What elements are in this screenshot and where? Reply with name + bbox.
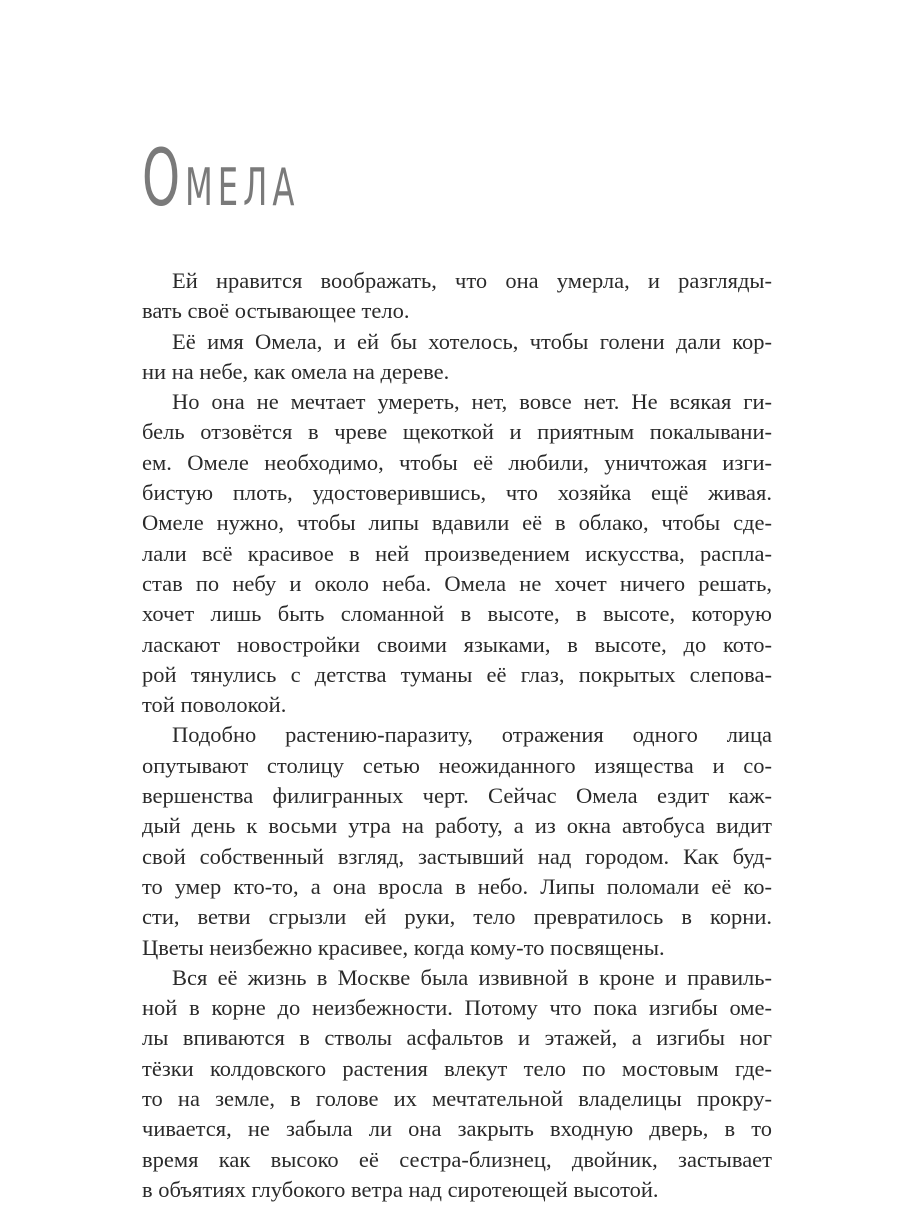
text-line: той поволокой. [142,692,287,718]
text-line: Ей нравится воображать, что она умерла, и разгляды- [172,268,772,293]
text-line: вершенства филигранных черт. Сейчас Омела ездит каж- [142,783,772,809]
text-line: ласкают новостройки своими языками, в высоте, до кото- [142,631,772,657]
paragraph [142,327,772,388]
text-line: дый день к восьми утра на работу, а из окна автобуса видит [142,813,772,839]
text-line: Омеле нужно, чтобы липы вдавили её в облако, чтобы сде- [142,510,772,536]
chapter-title-initial: О [142,134,186,224]
text-line: сти, ветви сгрызли ей руки, тело превратилось в корни. [142,904,772,930]
text-line: вать своё остывающее тело. [142,298,410,324]
text-line: ем. Омеле необходимо, чтобы её любили, уничтожая изги- [142,449,772,475]
text-line: ни на небе, как омела на дереве. [142,358,450,384]
text-line: Вся её жизнь в Москве была извивной в кроне и правиль- [172,964,772,990]
text-line: Цветы неизбежно красивее, когда кому-то посвящены. [142,934,665,960]
text-line: Подобно растению-паразиту, отражения одного лица [172,722,772,748]
text-line: время как высоко её сестра-близнец, двойник, застывает [142,1146,772,1172]
chapter-body [142,266,772,1205]
text-line: то умер кто-то, а она вросла в небо. Липы поломали её ко- [142,873,772,899]
chapter-title-rest: МЕЛА [185,158,300,218]
text-line: чивается, не забыла ли она закрыть входную дверь, в то [142,1116,772,1142]
text-line: бель отзовётся в чреве щекоткой и приятным покалывани- [142,419,772,445]
paragraph [142,266,772,327]
text-line: Но она не мечтает умереть, нет, вовсе нет. Не всякая ги- [172,389,772,415]
text-line: тёзки колдовского растения влекут тело по мостовым где- [142,1055,772,1081]
text-line: бистую плоть, удостоверившись, что хозяйка ещё живая. [142,480,772,506]
text-line: хочет лишь быть сломанной в высоте, в высоте, которую [142,601,772,627]
text-line: лали всё красивое в ней произведением искусства, распла- [142,540,772,566]
chapter-title [142,134,300,227]
text-line: в объятиях глубокого ветра над сиротеющей высотой. [142,1176,659,1202]
text-line: Её имя Омела, и ей бы хотелось, чтобы голени дали кор- [172,328,772,354]
text-line: став по небу и около неба. Омела не хочет ничего решать, [142,570,772,596]
text-line: свой собственный взгляд, застывший над городом. Как буд- [142,843,772,869]
paragraph [142,720,772,962]
text-line: лы впиваются в стволы асфальтов и этажей, а изгибы ног [142,1025,772,1051]
text-line: рой тянулись с детства туманы её глаз, покрытых слепова- [142,661,772,687]
text-line: ной в корне до неизбежности. Потому что пока изгибы оме- [142,995,772,1021]
paragraph [142,387,772,720]
paragraph [142,963,772,1205]
text-line: то на земле, в голове их мечтательной владелицы прокру- [142,1086,772,1112]
text-line: опутывают столицу сетью неожиданного изящества и со- [142,752,772,778]
